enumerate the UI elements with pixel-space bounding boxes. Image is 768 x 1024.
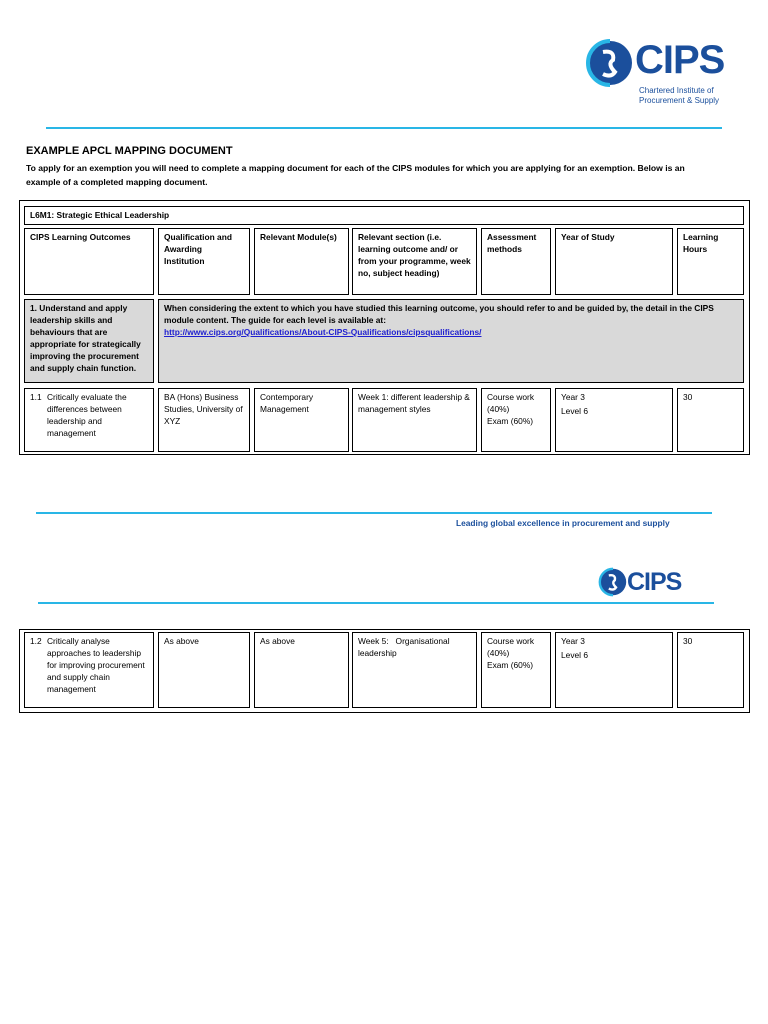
page-title: EXAMPLE APCL MAPPING DOCUMENT [26,145,233,157]
header-assessment-methods: Assessment methods [481,228,551,295]
row-1-1-assessment-exam: Exam (60%) [487,416,534,426]
header-learning-hours: Learning Hours [677,228,744,295]
row-1-1-year-value: Year 3 [561,392,585,402]
row-1-2-year [555,632,673,708]
row-1-2-outcome [24,632,154,708]
row-1-2-qualification: As above [158,632,250,708]
row-1-2-hours: 30 [677,632,744,708]
row-1-1-section: Week 1: different leadership & management styles [352,388,477,452]
row-1-2-assessment-coursework: Course work (40%) [487,636,535,658]
guidance-text: When considering the extent to which you have studied this learning outcome, you should refer to and be guided by, the detail in the CIPS module content. The guide for each level is available at: [164,303,714,325]
header-relevant-modules: Relevant Module(s) [254,228,349,295]
row-1-1-module: Contemporary Management [254,388,349,452]
row-1-2-module: As above [254,632,349,708]
row-1-2-level-value: Level 6 [561,650,589,660]
row-1-1-outcome [24,388,154,452]
footer-tagline: Leading global excellence in procurement and supply [456,518,670,528]
outcome-1-guidance [158,299,744,383]
row-1-1-number: 1.1 [30,392,42,402]
module-title-cell [24,206,744,225]
row-1-1-assessment [481,388,551,452]
row-1-2-assessment-exam: Exam (60%) [487,660,534,670]
header-year-of-study: Year of Study [555,228,673,295]
logo-wordmark: CIPS [635,38,725,82]
outcome-1-label: 1. Understand and apply leadership skills and behaviours that are appropriate for strategically improving the procurement and supply chain function. [24,299,154,383]
footer-rule [36,512,712,514]
logo-subtitle-2: Procurement & Supply [639,96,720,105]
row-1-1-hours: 30 [677,388,744,452]
logo-small-wordmark: CIPS [627,568,682,596]
header-rule [46,127,722,129]
qualifications-link[interactable]: http://www.cips.org/Qualifications/About-CIPS-Qualifications/cipsqualifications/ [164,327,482,337]
row-1-1-outcome-text: Critically evaluate the differences between leadership and management [47,392,127,438]
module-title: L6M1: Strategic Ethical Leadership [30,210,170,220]
row-1-2-year-value: Year 3 [561,636,585,646]
row-1-1-qualification: BA (Hons) Business Studies, University of XYZ [158,388,250,452]
row-1-2-number: 1.2 [30,636,42,646]
row-1-1-level-value: Level 6 [561,406,589,416]
header-relevant-section: Relevant section (i.e. learning outcome and/ or from your programme, week no, subject heading) [352,228,477,295]
row-1-1-assessment-coursework: Course work (40%) [487,392,535,414]
header-learning-outcomes: CIPS Learning Outcomes [24,228,154,295]
cips-logo-mark-icon [585,38,635,88]
row-1-2-assessment [481,632,551,708]
page2-header-rule [38,602,714,604]
intro-text: To apply for an exemption you will need to complete a mapping document for each of the CIPS modules for which you are applying for an exemption. Below is an example of a completed mapping document. [26,163,685,187]
cips-logo-small-mark-icon [598,567,628,597]
header-qualification: Qualification and Awarding Institution [158,228,250,295]
row-1-1-year [555,388,673,452]
row-1-2-section: Week 5: Organisational leadership [352,632,477,708]
logo-subtitle-1: Chartered Institute of [639,86,714,95]
row-1-2-outcome-text: Critically analyse approaches to leadership for improving procurement and supply chain management [47,636,145,694]
